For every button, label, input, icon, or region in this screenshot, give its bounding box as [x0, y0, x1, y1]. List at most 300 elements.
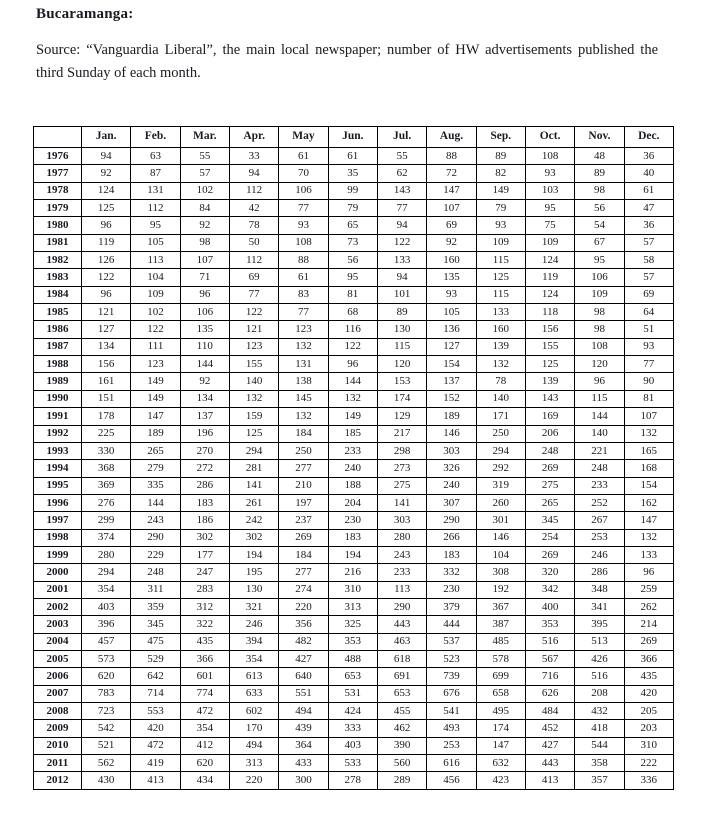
value-cell: 99	[328, 182, 377, 199]
value-cell: 220	[279, 598, 328, 615]
value-cell: 551	[279, 685, 328, 702]
value-cell: 94	[82, 148, 131, 165]
value-cell: 54	[575, 217, 624, 234]
value-cell: 307	[427, 494, 476, 511]
source-paragraph: Source: “Vanguardia Liberal”, the main local newspaper; number of HW advertisements published the third Sunday of each month.	[36, 42, 658, 81]
value-cell: 783	[82, 685, 131, 702]
value-cell: 104	[476, 546, 525, 563]
year-cell: 1999	[34, 546, 82, 563]
value-cell: 356	[279, 616, 328, 633]
value-cell: 107	[427, 200, 476, 217]
value-cell: 457	[82, 633, 131, 650]
month-column-header: Jul.	[377, 127, 426, 148]
value-cell: 69	[427, 217, 476, 234]
table-header	[34, 127, 674, 148]
value-cell: 108	[525, 148, 574, 165]
page-title: Bucaramanga:	[36, 6, 134, 22]
value-cell: 452	[525, 720, 574, 737]
value-cell: 106	[575, 269, 624, 286]
value-cell: 174	[476, 720, 525, 737]
value-cell: 273	[377, 460, 426, 477]
value-cell: 676	[427, 685, 476, 702]
value-cell: 358	[575, 755, 624, 772]
value-cell: 51	[624, 321, 673, 338]
value-cell: 102	[131, 304, 180, 321]
value-cell: 122	[229, 304, 278, 321]
value-cell: 472	[131, 737, 180, 754]
value-cell: 247	[180, 564, 229, 581]
value-cell: 93	[624, 338, 673, 355]
value-cell: 112	[229, 252, 278, 269]
value-cell: 567	[525, 650, 574, 667]
table-row	[34, 252, 674, 269]
value-cell: 272	[180, 460, 229, 477]
value-cell: 169	[525, 408, 574, 425]
value-cell: 366	[624, 650, 673, 667]
value-cell: 125	[525, 356, 574, 373]
value-cell: 130	[229, 581, 278, 598]
table-row	[34, 564, 674, 581]
table-row	[34, 321, 674, 338]
value-cell: 156	[525, 321, 574, 338]
value-cell: 47	[624, 200, 673, 217]
value-cell: 138	[279, 373, 328, 390]
value-cell: 81	[624, 390, 673, 407]
value-cell: 77	[279, 200, 328, 217]
value-cell: 642	[131, 668, 180, 685]
value-cell: 542	[82, 720, 131, 737]
year-cell: 2008	[34, 703, 82, 720]
value-cell: 107	[180, 252, 229, 269]
value-cell: 57	[624, 234, 673, 251]
value-cell: 281	[229, 460, 278, 477]
year-cell: 2009	[34, 720, 82, 737]
value-cell: 90	[624, 373, 673, 390]
value-cell: 214	[624, 616, 673, 633]
table-row	[34, 286, 674, 303]
value-cell: 723	[82, 703, 131, 720]
value-cell: 65	[328, 217, 377, 234]
value-cell: 259	[624, 581, 673, 598]
value-cell: 354	[82, 581, 131, 598]
table-row	[34, 460, 674, 477]
value-cell: 353	[525, 616, 574, 633]
value-cell: 95	[525, 200, 574, 217]
value-cell: 36	[624, 148, 673, 165]
year-cell: 2012	[34, 772, 82, 789]
value-cell: 269	[279, 529, 328, 546]
value-cell: 35	[328, 165, 377, 182]
value-cell: 366	[180, 650, 229, 667]
value-cell: 618	[377, 650, 426, 667]
table-row	[34, 217, 674, 234]
value-cell: 290	[377, 598, 426, 615]
value-cell: 160	[427, 252, 476, 269]
hw-ads-table	[33, 126, 674, 790]
value-cell: 229	[131, 546, 180, 563]
value-cell: 77	[377, 200, 426, 217]
value-cell: 149	[476, 182, 525, 199]
value-cell: 124	[82, 182, 131, 199]
value-cell: 162	[624, 494, 673, 511]
value-cell: 196	[180, 425, 229, 442]
value-cell: 61	[328, 148, 377, 165]
value-cell: 311	[131, 581, 180, 598]
value-cell: 400	[525, 598, 574, 615]
value-cell: 171	[476, 408, 525, 425]
table-row	[34, 356, 674, 373]
value-cell: 147	[624, 512, 673, 529]
value-cell: 153	[377, 373, 426, 390]
value-cell: 133	[377, 252, 426, 269]
value-cell: 774	[180, 685, 229, 702]
table-row	[34, 633, 674, 650]
table-row	[34, 338, 674, 355]
value-cell: 154	[624, 477, 673, 494]
value-cell: 81	[328, 286, 377, 303]
value-cell: 537	[427, 633, 476, 650]
value-cell: 210	[279, 477, 328, 494]
value-cell: 156	[82, 356, 131, 373]
value-cell: 79	[476, 200, 525, 217]
value-cell: 105	[427, 304, 476, 321]
value-cell: 299	[82, 512, 131, 529]
value-cell: 50	[229, 234, 278, 251]
value-cell: 336	[624, 772, 673, 789]
value-cell: 265	[131, 442, 180, 459]
value-cell: 131	[131, 182, 180, 199]
value-cell: 620	[180, 755, 229, 772]
value-cell: 63	[131, 148, 180, 165]
value-cell: 83	[279, 286, 328, 303]
table-row	[34, 234, 674, 251]
value-cell: 432	[575, 703, 624, 720]
value-cell: 109	[575, 286, 624, 303]
value-cell: 294	[476, 442, 525, 459]
value-cell: 56	[575, 200, 624, 217]
year-cell: 1988	[34, 356, 82, 373]
value-cell: 379	[427, 598, 476, 615]
value-cell: 40	[624, 165, 673, 182]
value-cell: 208	[575, 685, 624, 702]
value-cell: 189	[131, 425, 180, 442]
year-cell: 2011	[34, 755, 82, 772]
value-cell: 240	[328, 460, 377, 477]
table-row	[34, 269, 674, 286]
value-cell: 303	[377, 512, 426, 529]
value-cell: 165	[624, 442, 673, 459]
month-column-header: Oct.	[525, 127, 574, 148]
value-cell: 301	[476, 512, 525, 529]
value-cell: 488	[328, 650, 377, 667]
year-cell: 2001	[34, 581, 82, 598]
value-cell: 423	[476, 772, 525, 789]
table-row	[34, 182, 674, 199]
value-cell: 55	[180, 148, 229, 165]
year-cell: 2003	[34, 616, 82, 633]
value-cell: 289	[377, 772, 426, 789]
value-cell: 420	[624, 685, 673, 702]
value-cell: 390	[377, 737, 426, 754]
value-cell: 89	[476, 148, 525, 165]
value-cell: 58	[624, 252, 673, 269]
value-cell: 265	[525, 494, 574, 511]
value-cell: 94	[229, 165, 278, 182]
value-cell: 435	[624, 668, 673, 685]
value-cell: 174	[377, 390, 426, 407]
value-cell: 136	[427, 321, 476, 338]
value-cell: 144	[575, 408, 624, 425]
value-cell: 124	[525, 252, 574, 269]
value-cell: 108	[279, 234, 328, 251]
value-cell: 183	[180, 494, 229, 511]
value-cell: 413	[131, 772, 180, 789]
value-cell: 106	[180, 304, 229, 321]
value-cell: 127	[82, 321, 131, 338]
value-cell: 242	[229, 512, 278, 529]
value-cell: 79	[328, 200, 377, 217]
value-cell: 61	[279, 148, 328, 165]
value-cell: 220	[229, 772, 278, 789]
value-cell: 194	[229, 546, 278, 563]
value-cell: 108	[575, 338, 624, 355]
value-cell: 197	[279, 494, 328, 511]
value-cell: 308	[476, 564, 525, 581]
value-cell: 280	[82, 546, 131, 563]
value-cell: 283	[180, 581, 229, 598]
table-row	[34, 720, 674, 737]
value-cell: 354	[180, 720, 229, 737]
value-cell: 120	[377, 356, 426, 373]
value-cell: 246	[229, 616, 278, 633]
year-cell: 1985	[34, 304, 82, 321]
value-cell: 412	[180, 737, 229, 754]
value-cell: 116	[328, 321, 377, 338]
value-cell: 243	[377, 546, 426, 563]
value-cell: 155	[525, 338, 574, 355]
year-cell: 2006	[34, 668, 82, 685]
value-cell: 253	[427, 737, 476, 754]
table-row	[34, 685, 674, 702]
value-cell: 616	[427, 755, 476, 772]
year-cell: 1997	[34, 512, 82, 529]
year-cell: 1998	[34, 529, 82, 546]
value-cell: 364	[279, 737, 328, 754]
value-cell: 203	[624, 720, 673, 737]
value-cell: 140	[476, 390, 525, 407]
value-cell: 294	[229, 442, 278, 459]
year-cell: 1993	[34, 442, 82, 459]
value-cell: 184	[279, 425, 328, 442]
value-cell: 233	[575, 477, 624, 494]
value-cell: 620	[82, 668, 131, 685]
value-cell: 125	[82, 200, 131, 217]
value-cell: 88	[427, 148, 476, 165]
value-cell: 94	[377, 269, 426, 286]
year-cell: 1984	[34, 286, 82, 303]
value-cell: 72	[427, 165, 476, 182]
value-cell: 101	[377, 286, 426, 303]
value-cell: 322	[180, 616, 229, 633]
table-row	[34, 494, 674, 511]
value-cell: 602	[229, 703, 278, 720]
value-cell: 368	[82, 460, 131, 477]
table-row	[34, 703, 674, 720]
year-cell: 2002	[34, 598, 82, 615]
value-cell: 275	[377, 477, 426, 494]
value-cell: 189	[427, 408, 476, 425]
value-cell: 413	[525, 772, 574, 789]
value-cell: 130	[377, 321, 426, 338]
value-cell: 260	[476, 494, 525, 511]
table-row	[34, 598, 674, 615]
value-cell: 95	[328, 269, 377, 286]
value-cell: 147	[131, 408, 180, 425]
value-cell: 516	[525, 633, 574, 650]
month-column-header: Jan.	[82, 127, 131, 148]
value-cell: 134	[180, 390, 229, 407]
value-cell: 122	[131, 321, 180, 338]
table-row	[34, 408, 674, 425]
value-cell: 250	[476, 425, 525, 442]
value-cell: 455	[377, 703, 426, 720]
value-cell: 269	[624, 633, 673, 650]
value-cell: 243	[131, 512, 180, 529]
value-cell: 112	[131, 200, 180, 217]
value-cell: 122	[328, 338, 377, 355]
value-cell: 188	[328, 477, 377, 494]
value-cell: 252	[575, 494, 624, 511]
value-cell: 420	[131, 720, 180, 737]
value-cell: 137	[427, 373, 476, 390]
value-cell: 335	[131, 477, 180, 494]
value-cell: 98	[180, 234, 229, 251]
value-cell: 424	[328, 703, 377, 720]
value-cell: 115	[377, 338, 426, 355]
table-row	[34, 390, 674, 407]
value-cell: 149	[328, 408, 377, 425]
value-cell: 739	[427, 668, 476, 685]
value-cell: 521	[82, 737, 131, 754]
value-cell: 42	[229, 200, 278, 217]
value-cell: 119	[525, 269, 574, 286]
value-cell: 170	[229, 720, 278, 737]
value-cell: 132	[328, 390, 377, 407]
value-cell: 84	[180, 200, 229, 217]
value-cell: 87	[131, 165, 180, 182]
value-cell: 475	[131, 633, 180, 650]
value-cell: 462	[377, 720, 426, 737]
value-cell: 56	[328, 252, 377, 269]
table-header-row	[34, 127, 674, 148]
value-cell: 112	[229, 182, 278, 199]
value-cell: 143	[525, 390, 574, 407]
value-cell: 140	[575, 425, 624, 442]
value-cell: 154	[427, 356, 476, 373]
month-column-header: Apr.	[229, 127, 278, 148]
value-cell: 132	[279, 408, 328, 425]
value-cell: 269	[525, 460, 574, 477]
value-cell: 55	[377, 148, 426, 165]
value-cell: 77	[279, 304, 328, 321]
value-cell: 98	[575, 182, 624, 199]
value-cell: 354	[229, 650, 278, 667]
value-cell: 427	[525, 737, 574, 754]
value-cell: 494	[279, 703, 328, 720]
value-cell: 427	[279, 650, 328, 667]
value-cell: 147	[476, 737, 525, 754]
year-cell: 1990	[34, 390, 82, 407]
value-cell: 64	[624, 304, 673, 321]
value-cell: 248	[131, 564, 180, 581]
value-cell: 132	[279, 338, 328, 355]
value-cell: 280	[377, 529, 426, 546]
value-cell: 332	[427, 564, 476, 581]
year-cell: 1987	[34, 338, 82, 355]
value-cell: 439	[279, 720, 328, 737]
value-cell: 395	[575, 616, 624, 633]
value-cell: 303	[427, 442, 476, 459]
value-cell: 95	[131, 217, 180, 234]
value-cell: 233	[377, 564, 426, 581]
value-cell: 225	[82, 425, 131, 442]
value-cell: 140	[229, 373, 278, 390]
month-column-header: Sep.	[476, 127, 525, 148]
value-cell: 387	[476, 616, 525, 633]
value-cell: 601	[180, 668, 229, 685]
value-cell: 658	[476, 685, 525, 702]
value-cell: 290	[427, 512, 476, 529]
value-cell: 61	[279, 269, 328, 286]
value-cell: 160	[476, 321, 525, 338]
value-cell: 161	[82, 373, 131, 390]
value-cell: 523	[427, 650, 476, 667]
value-cell: 248	[575, 460, 624, 477]
value-cell: 102	[180, 182, 229, 199]
year-cell: 1992	[34, 425, 82, 442]
value-cell: 254	[525, 529, 574, 546]
value-cell: 348	[575, 581, 624, 598]
value-cell: 277	[279, 564, 328, 581]
value-cell: 312	[180, 598, 229, 615]
value-cell: 444	[427, 616, 476, 633]
value-cell: 277	[279, 460, 328, 477]
year-column-header	[34, 127, 82, 148]
value-cell: 206	[525, 425, 574, 442]
value-cell: 33	[229, 148, 278, 165]
value-cell: 69	[229, 269, 278, 286]
value-cell: 132	[229, 390, 278, 407]
value-cell: 302	[180, 529, 229, 546]
value-cell: 230	[328, 512, 377, 529]
value-cell: 321	[229, 598, 278, 615]
value-cell: 178	[82, 408, 131, 425]
value-cell: 107	[624, 408, 673, 425]
month-column-header: Nov.	[575, 127, 624, 148]
value-cell: 626	[525, 685, 574, 702]
value-cell: 653	[377, 685, 426, 702]
value-cell: 77	[624, 356, 673, 373]
value-cell: 183	[427, 546, 476, 563]
value-cell: 185	[328, 425, 377, 442]
value-cell: 126	[82, 252, 131, 269]
value-cell: 133	[476, 304, 525, 321]
value-cell: 110	[180, 338, 229, 355]
value-cell: 137	[180, 408, 229, 425]
month-column-header: Mar.	[180, 127, 229, 148]
value-cell: 96	[575, 373, 624, 390]
value-cell: 119	[82, 234, 131, 251]
